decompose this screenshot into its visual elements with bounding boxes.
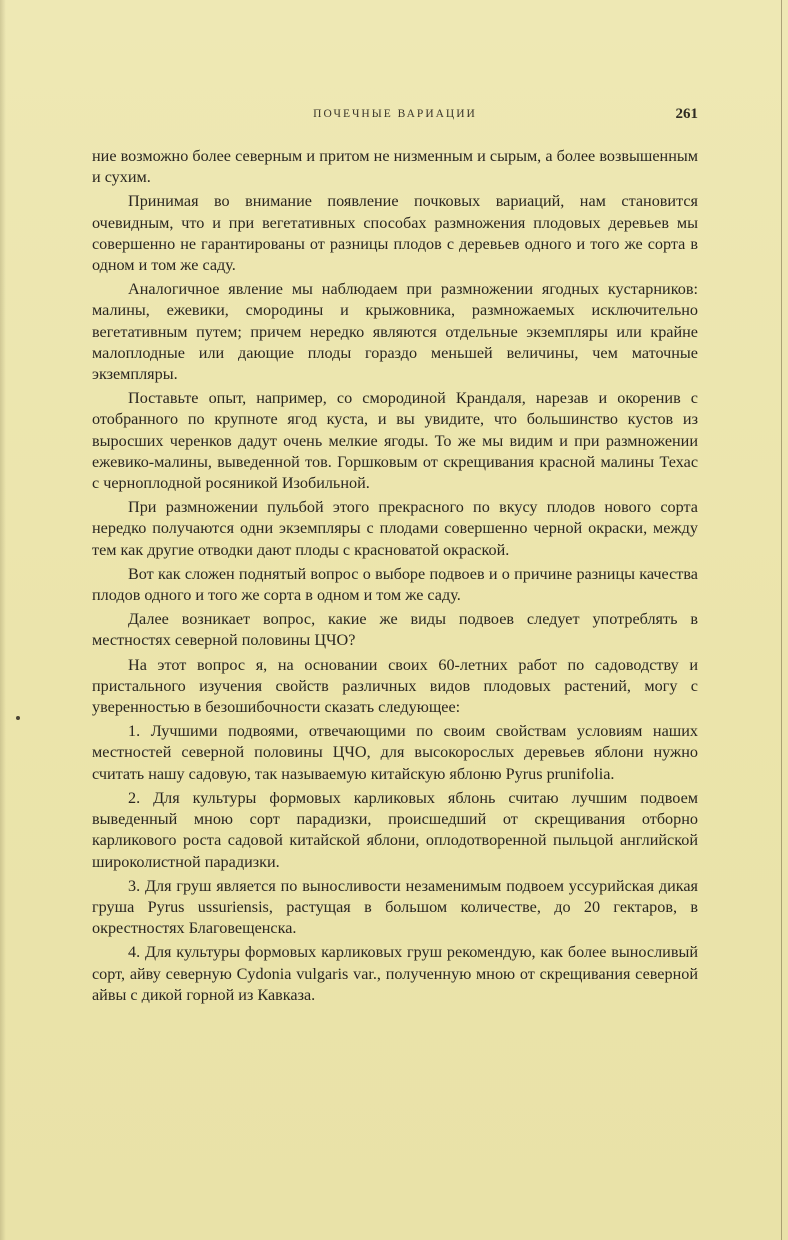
paragraph: Принимая во внимание появление почковых вариаций, нам становится очевидным, что и при вегетативных способах размножения плодовых деревьев мы совершенно не гарантированы от разницы плодов с деревьев одного и того же сорта в одном и том же саду.: [92, 192, 698, 275]
paragraph: Поставьте опыт, например, со смородиной Крандаля, нарезав и окоренив с отобранного по крупноте ягод куста, и вы увидите, что большинство кустов из выросших черенков дадут очень мелкие ягоды. То же мы видим и при размножении ежевико-малины, выведенной тов. Горшковым от скрещивания красной малины Техас с черноплодной росяникой Изобильной.: [92, 389, 698, 493]
page-edge-line: [781, 0, 782, 1240]
page-header: [92, 106, 698, 128]
paragraph: При размножении пульбой этого прекрасного по вкусу плодов нового сорта нередко получаются одни экземпляры с плодами совершенно черной окраски, между тем как другие отводки дают плоды с красноватой окраской.: [92, 498, 698, 559]
paragraph: Вот как сложен поднятый вопрос о выборе подвоев и о причине разницы качества плодов одного и того же сорта в одном и том же саду.: [92, 564, 698, 605]
paragraph: Аналогичное явление мы наблюдаем при размножении ягодных кустарников: малины, ежевики, смородины и крыжовника, размножаемых исключительно вегетативным путем; причем нередко являются отдельные экземпляры или крайне малоплодные или дающие плоды гораздо меньшей величины, чем маточные экземпляры.: [92, 280, 698, 384]
list-item-paragraph: 1. Лучшими подвоями, отвечающими по своим свойствам условиям наших местностей северной половины ЦЧО, для высокорослых деревьев яблони нужно считать нашу садовую, так называемую китайскую яблоню Pyrus prunifolia.: [92, 722, 698, 783]
list-item-paragraph: 3. Для груш является по выносливости незаменимым подвоем уссурийская дикая груша Pyrus ussuriensis, растущая в большом количестве, до 20 гектаров, в окрестностях Благовещенска.: [92, 876, 698, 938]
page-edge-shadow: [0, 0, 6, 1240]
list-item-paragraph: 2. Для культуры формовых карликовых яблонь считаю лучшим подвоем выведенный мною сорт парадизки, происшедший от скрещивания отборно карликового роста садовой китайской яблони, оплодотворенной пыльцой английской широколистной парадизки.: [92, 788, 698, 871]
paragraph: Далее возникает вопрос, какие же виды подвоев следует употреблять в местностях северной половины ЦЧО?: [92, 610, 698, 650]
paragraph: ние возможно более северным и притом не низменным и сырым, а более возвышенным и сухим.: [92, 147, 698, 187]
list-item-paragraph: 4. Для культуры формовых карликовых груш рекомендую, как более выносливый сорт, айву северную Cydonia vulgaris var., полученную мною от скрещивания северной айвы с дикой горной из Кавказа.: [92, 943, 698, 1004]
margin-mark: [16, 716, 20, 720]
paragraph: На этот вопрос я, на основании своих 60-летних работ по садоводству и пристального изучения свойств различных видов плодовых растений, могу с уверенностью в безошибочности сказать следующее:: [92, 655, 698, 717]
running-title: ПОЧЕЧНЫЕ ВАРИАЦИИ: [313, 108, 477, 120]
page-number: 261: [675, 106, 698, 122]
text-body: [92, 146, 698, 1009]
